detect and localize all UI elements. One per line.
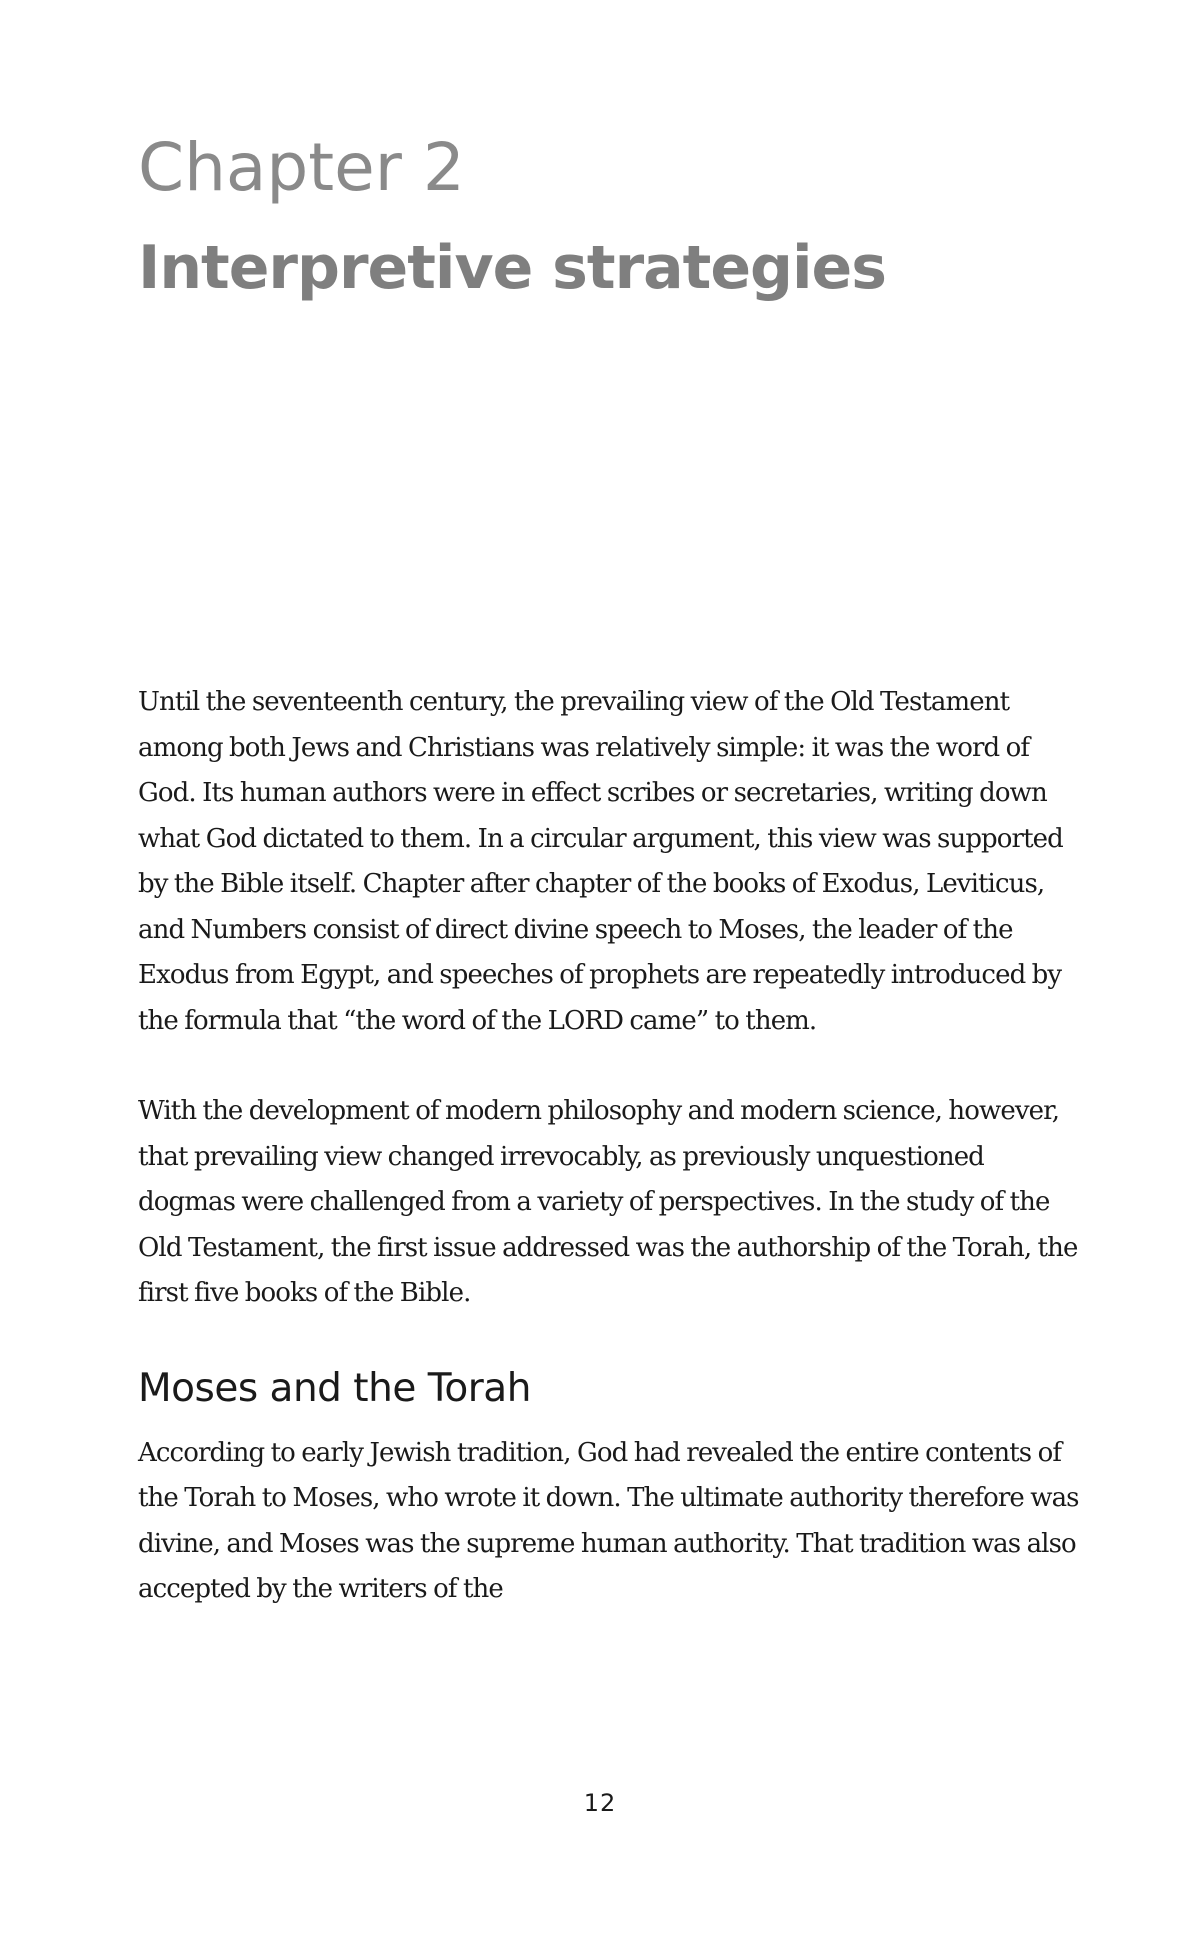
chapter-title: Interpretive strategies: [138, 233, 886, 303]
paragraph-section-1: According to early Jewish tradition, God had revealed the entire contents of the Torah to Moses, who wrote it down. The ultimate authority therefore was divine, and Moses was the supreme human authority. That tradition was also accepted by the writers of the: [138, 1437, 1079, 1604]
paragraph-intro-1: Until the seventeenth century, the prevailing view of the Old Testament among both Jews and Christians was relatively simple: it was the word of God. Its human authors were in effect scribes or secretaries, writing down what God dictated to them. In a circular argument, this view was supported by the Bible itself. Chapter after chapter of the books of Exodus, Leviticus, and Numbers consist of direct divine speech to Moses, the leader of the Exodus from Egypt, and speeches of prophets are repeatedly introduced by the formula that “the word of the LORD came” to them.: [138, 687, 1063, 1036]
page-number: 12: [583, 1789, 617, 1817]
section-heading: Moses and the Torah: [138, 1365, 531, 1411]
body-text: [138, 680, 1083, 1613]
paragraph-intro-2: With the development of modern philosophy and modern science, however, that prevailing view changed irrevocably, as previously unquestioned dogmas were challenged from a variety of perspectives. In the study of the Old Testament, the first issue addressed was the authorship of the Torah, the first five books of the Bible.: [138, 1096, 1078, 1308]
chapter-label: Chapter 2: [138, 129, 465, 206]
